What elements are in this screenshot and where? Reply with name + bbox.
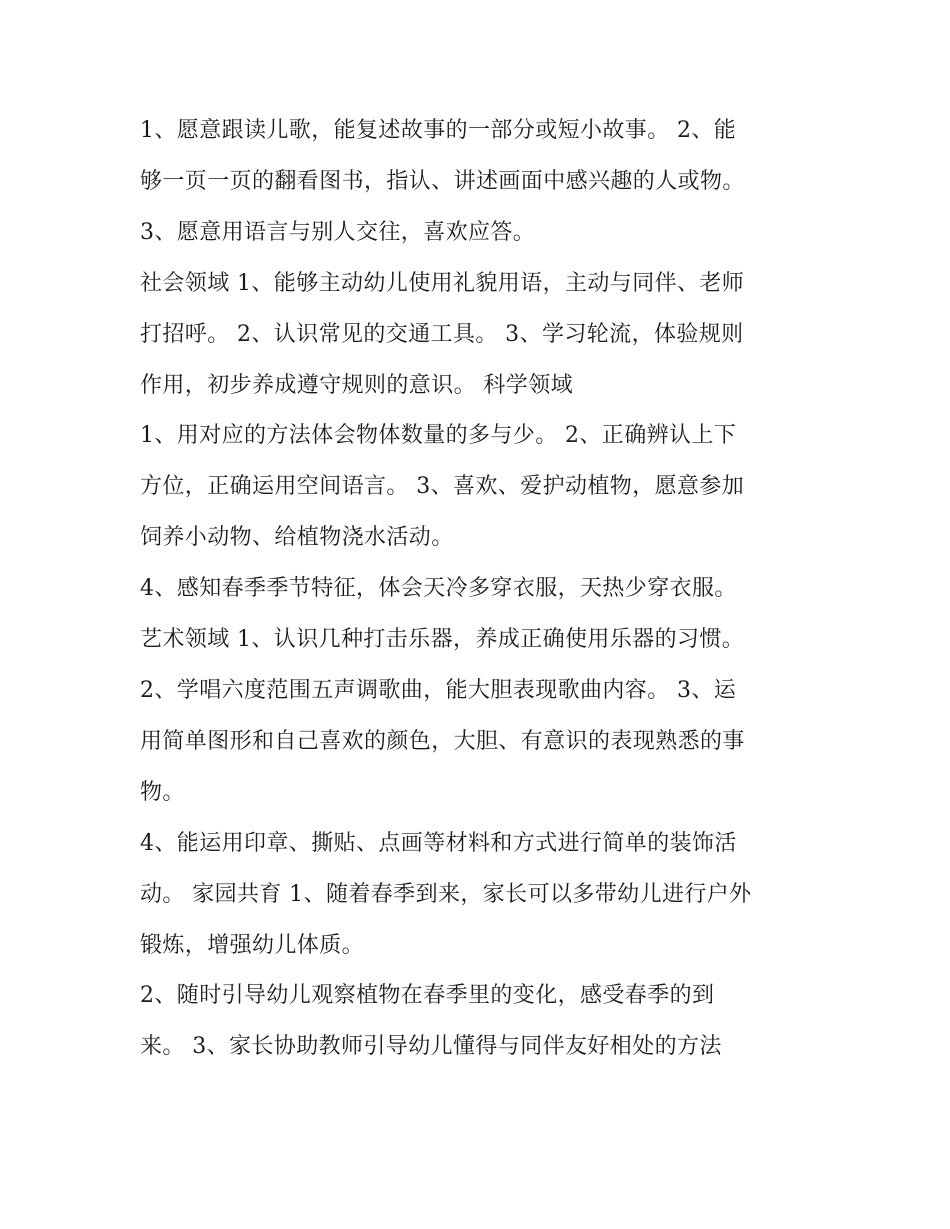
text-line-14: 物。 [140,779,185,805]
text-line-9: 饲养小动物、给植物浇水活动。 [140,525,454,551]
text-line-17: 锻炼，增强幼儿体质。 [140,932,365,958]
text-line-5: 打招呼。 2、认识常见的交通工具。 3、学习轮流，体验规则 [140,321,744,347]
text-line-12: 2、学唱六度范围五声调歌曲，能大胆表现歌曲内容。 3、运 [140,677,737,703]
text-line-13: 用简单图形和自己喜欢的颜色，大胆、有意识的表现熟悉的事 [140,728,745,754]
text-line-6: 作用，初步养成遵守规则的意识。 科学领域 [140,372,573,398]
text-line-3: 3、愿意用语言与别人交往，喜欢应答。 [140,219,536,245]
text-line-11: 艺术领域 1、认识几种打击乐器，养成正确使用乐器的习惯。 [140,627,745,653]
text-line-1: 1、愿意跟读儿歌，能复述故事的一部分或短小故事。 2、能 [140,118,737,143]
text-line-15: 4、能运用印章、撕贴、点画等材料和方式进行简单的装饰活 [140,830,737,856]
text-line-10: 4、感知春季季节特征，体会天冷多穿衣服，天热少穿衣服。 [140,576,737,602]
text-line-2: 够一页一页的翻看图书，指认、讲述画面中感兴趣的人或物。 [140,168,745,194]
text-line-16: 动。 家园共育 1、随着春季到来，家长可以多带幼儿进行户外 [140,881,752,907]
text-line-8: 方位，正确运用空间语言。 3、喜欢、爱护动植物，愿意参加 [140,474,745,500]
text-line-4: 社会领域 1、能够主动幼儿使用礼貌用语，主动与同伴、老师 [140,270,745,296]
text-line-19: 来。 3、家长协助教师引导幼儿懂得与同伴友好相处的方法 [140,1034,722,1060]
document-body [140,106,820,1073]
text-line-7: 1、用对应的方法体会物体数量的多与少。 2、正确辨认上下 [140,423,737,449]
text-line-18: 2、随时引导幼儿观察植物在春季里的变化，感受春季的到 [140,983,715,1009]
